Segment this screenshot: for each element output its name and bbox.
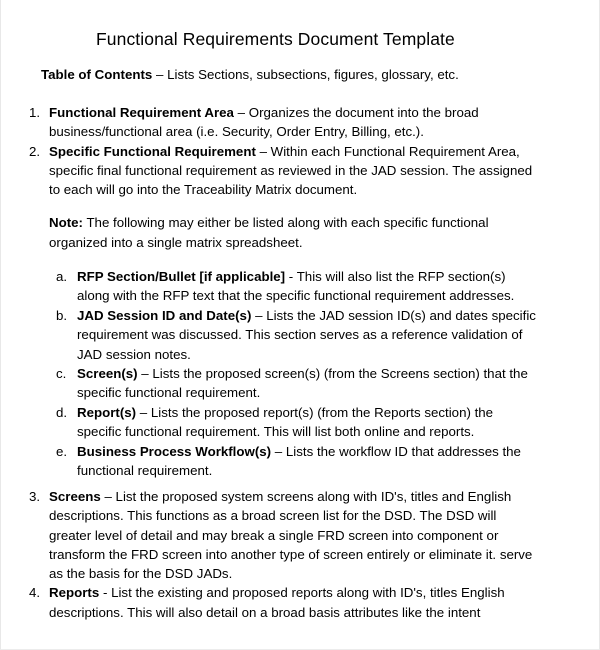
list-item-separator: –	[251, 307, 267, 323]
toc-label: Table of Contents	[41, 67, 153, 82]
toc-text: Lists Sections, subsections, figures, glossary, etc.	[167, 67, 459, 82]
table-of-contents-line	[41, 66, 459, 84]
list-marker: a.	[56, 269, 68, 284]
page-title: Functional Requirements Document Template	[96, 29, 455, 49]
list-item-heading: Business Process Workflow(s)	[77, 443, 272, 459]
list-item	[56, 306, 536, 364]
list-item-text: List the existing and proposed reports along with ID's, titles English descriptions. This will also detail on a broad basis attributes like the intent	[49, 585, 505, 620]
list-item-heading: Screen(s)	[77, 366, 138, 382]
list-marker: d.	[56, 404, 68, 420]
list-item-body	[77, 442, 536, 481]
list-item-body	[77, 403, 536, 442]
list-item-separator: –	[255, 143, 271, 159]
list-marker: b.	[56, 307, 68, 323]
numbered-list-bottom	[29, 487, 534, 622]
list-item-body	[77, 364, 536, 403]
list-item-text: This will also list the RFP section(s) along with the RFP text that the specific functional requirement addresses.	[77, 269, 515, 304]
list-marker: c.	[56, 366, 67, 382]
lettered-sublist	[56, 267, 536, 480]
list-item-body	[49, 583, 534, 622]
note-paragraph	[49, 213, 519, 252]
list-item-text: Lists the JAD session ID(s) and dates specific requirement was discussed. This section serves as a reference validation of JAD session notes.	[77, 307, 536, 362]
list-item-separator: –	[233, 105, 249, 120]
list-item-heading: Specific Functional Requirement	[49, 143, 256, 159]
list-item	[56, 364, 536, 403]
list-item-body	[77, 306, 536, 364]
list-marker: 2.	[29, 143, 41, 159]
list-item-text: Lists the proposed screen(s) (from the Screens section) that the specific functional requirement.	[77, 366, 528, 401]
list-item-separator: -	[285, 269, 297, 284]
list-item-heading: Reports	[49, 585, 100, 601]
list-item-separator: –	[136, 404, 151, 420]
list-item-body	[49, 103, 534, 142]
note-text: The following may either be listed along with each specific functional organized into a single matrix spreadsheet.	[49, 215, 489, 250]
list-item-heading: Functional Requirement Area	[49, 105, 234, 120]
list-item-text: Lists the workflow ID that addresses the functional requirement.	[77, 443, 521, 479]
list-marker: 4.	[29, 585, 41, 601]
list-item	[56, 267, 536, 306]
list-item-body	[77, 267, 536, 306]
list-item-body	[49, 142, 534, 200]
list-item-heading: RFP Section/Bullet [if applicable]	[77, 269, 286, 284]
list-item-separator: –	[100, 489, 116, 504]
list-item-separator: -	[99, 585, 112, 601]
list-item-text: Within each Functional Requirement Area, specific final functional requirement as reviewed in the JAD session. The assigned to each will go into the Traceability Matrix document.	[49, 143, 533, 198]
list-item-separator: –	[137, 366, 153, 382]
list-item	[56, 403, 536, 442]
list-marker: 1.	[29, 105, 41, 120]
toc-separator: –	[152, 67, 168, 82]
list-marker: 3.	[29, 489, 41, 504]
list-item	[29, 583, 534, 622]
list-item	[56, 442, 536, 481]
list-item-text: Lists the proposed report(s) (from the Reports section) the specific functional requirement. This will list both online and reports.	[77, 404, 494, 440]
list-item-heading: Screens	[49, 489, 101, 504]
list-item-separator: –	[271, 443, 286, 459]
list-item	[29, 487, 534, 583]
numbered-list-top	[29, 103, 534, 199]
list-item-body	[49, 487, 534, 583]
list-item-heading: Report(s)	[77, 404, 137, 420]
list-marker: e.	[56, 443, 68, 459]
list-item-text: Organizes the document into the broad business/functional area (i.e. Security, Order Entry, Billing, etc.).	[49, 105, 479, 140]
note-label: Note:	[49, 215, 83, 230]
list-item-heading: JAD Session ID and Date(s)	[77, 307, 252, 323]
list-item	[29, 103, 534, 142]
list-item-text: List the proposed system screens along with ID's, titles and English descriptions. This functions as a broad screen list for the DSD. The DSD will greater level of detail and may break a single FRD screen into component or transform the FRD screen into another type of screen entirely or eliminate it. serve as the basis for the DSD JADs.	[49, 489, 533, 582]
list-item	[29, 142, 534, 200]
